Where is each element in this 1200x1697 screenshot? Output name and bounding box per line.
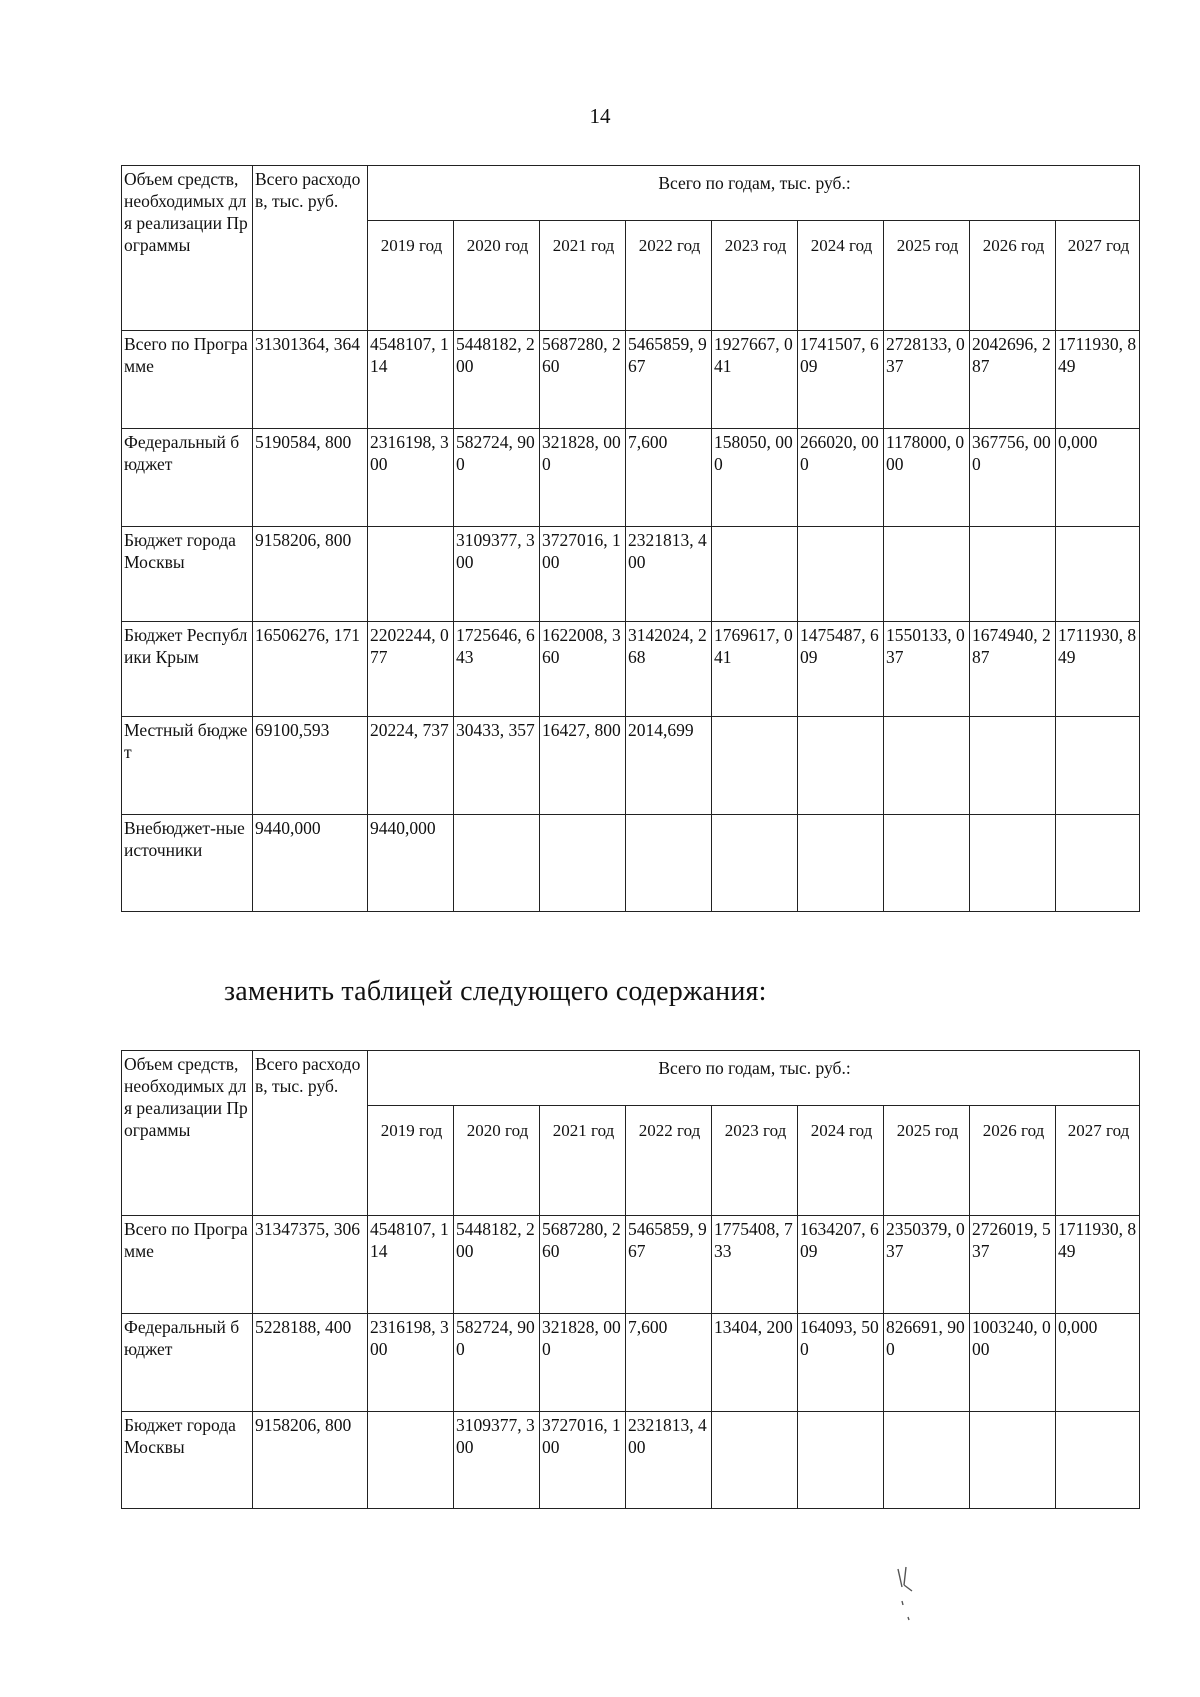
year-value-cell: 2202244, 077 [368, 622, 454, 717]
header-total-expenses: Всего расходов, тыс. руб. [253, 166, 368, 331]
row-label: Бюджет города Москвы [122, 1412, 253, 1509]
year-value-cell: 5465859, 967 [626, 1216, 712, 1314]
year-value-cell [454, 815, 540, 912]
row-label: Местный бюджет [122, 717, 253, 815]
row-total: 5228188, 400 [253, 1314, 368, 1412]
header-row [122, 1051, 1140, 1106]
year-value-cell: 2726019, 537 [970, 1216, 1056, 1314]
year-value-cell: 158050, 000 [712, 429, 798, 527]
year-value-cell [798, 1412, 884, 1509]
year-value-cell [712, 717, 798, 815]
year-header: 2023 год [712, 1106, 798, 1216]
table-row [122, 1412, 1140, 1509]
year-header: 2027 год [1056, 1106, 1140, 1216]
year-value-cell [884, 815, 970, 912]
year-header: 2021 год [540, 1106, 626, 1216]
row-total: 31347375, 306 [253, 1216, 368, 1314]
table-row [122, 622, 1140, 717]
year-value-cell: 4548107, 114 [368, 1216, 454, 1314]
year-value-cell: 2316198, 300 [368, 1314, 454, 1412]
replacement-instruction: заменить таблицей следующего содержания: [224, 976, 767, 1007]
year-value-cell [884, 1412, 970, 1509]
year-value-cell [712, 1412, 798, 1509]
table-row [122, 527, 1140, 622]
year-header: 2026 год [970, 221, 1056, 331]
header-by-years: Всего по годам, тыс. руб.: [368, 166, 1140, 221]
year-value-cell: 826691, 900 [884, 1314, 970, 1412]
year-value-cell: 1741507, 609 [798, 331, 884, 429]
row-total: 9158206, 800 [253, 1412, 368, 1509]
year-value-cell: 164093, 500 [798, 1314, 884, 1412]
row-label: Бюджет города Москвы [122, 527, 253, 622]
year-value-cell: 1003240, 000 [970, 1314, 1056, 1412]
row-total: 69100,593 [253, 717, 368, 815]
year-value-cell: 1711930, 849 [1056, 331, 1140, 429]
header-by-years: Всего по годам, тыс. руб.: [368, 1051, 1140, 1106]
page-number: 14 [589, 104, 611, 128]
year-value-cell: 5448182, 200 [454, 331, 540, 429]
year-value-cell: 2014,699 [626, 717, 712, 815]
year-value-cell: 1634207, 609 [798, 1216, 884, 1314]
year-value-cell [884, 527, 970, 622]
year-value-cell: 2321813, 400 [626, 1412, 712, 1509]
year-value-cell: 3142024, 268 [626, 622, 712, 717]
year-value-cell: 1475487, 609 [798, 622, 884, 717]
year-value-cell [368, 1412, 454, 1509]
header-row [122, 166, 1140, 221]
year-value-cell: 1622008, 360 [540, 622, 626, 717]
row-label: Бюджет Республики Крым [122, 622, 253, 717]
table-row [122, 429, 1140, 527]
year-value-cell: 3727016, 100 [540, 527, 626, 622]
header-funding-volume: Объем средств, необходимых для реализации Программы [122, 166, 253, 331]
year-value-cell: 1550133, 037 [884, 622, 970, 717]
year-value-cell: 582724, 900 [454, 429, 540, 527]
year-header: 2027 год [1056, 221, 1140, 331]
year-header: 2024 год [798, 221, 884, 331]
year-value-cell: 16427, 800 [540, 717, 626, 815]
year-value-cell [970, 717, 1056, 815]
year-value-cell: 3727016, 100 [540, 1412, 626, 1509]
year-value-cell: 367756, 000 [970, 429, 1056, 527]
year-value-cell: 0,000 [1056, 1314, 1140, 1412]
year-header: 2025 год [884, 1106, 970, 1216]
header-total-expenses: Всего расходов, тыс. руб. [253, 1051, 368, 1216]
year-value-cell [1056, 527, 1140, 622]
year-header: 2022 год [626, 221, 712, 331]
year-value-cell [798, 815, 884, 912]
year-header: 2021 год [540, 221, 626, 331]
year-value-cell: 2042696, 287 [970, 331, 1056, 429]
year-value-cell: 5448182, 200 [454, 1216, 540, 1314]
year-value-cell: 1769617, 041 [712, 622, 798, 717]
year-header: 2022 год [626, 1106, 712, 1216]
header-funding-volume: Объем средств, необходимых для реализации Программы [122, 1051, 253, 1216]
year-value-cell: 5687280, 260 [540, 1216, 626, 1314]
year-value-cell: 582724, 900 [454, 1314, 540, 1412]
row-total: 31301364, 364 [253, 331, 368, 429]
year-value-cell: 3109377, 300 [454, 1412, 540, 1509]
row-label: Всего по Программе [122, 331, 253, 429]
year-header: 2026 год [970, 1106, 1056, 1216]
year-header: 2023 год [712, 221, 798, 331]
table-row [122, 331, 1140, 429]
year-value-cell: 1927667, 041 [712, 331, 798, 429]
year-value-cell: 266020, 000 [798, 429, 884, 527]
year-value-cell: 321828, 000 [540, 429, 626, 527]
year-value-cell [626, 815, 712, 912]
year-header: 2025 год [884, 221, 970, 331]
year-value-cell: 3109377, 300 [454, 527, 540, 622]
year-value-cell: 30433, 357 [454, 717, 540, 815]
year-value-cell: 20224, 737 [368, 717, 454, 815]
year-value-cell [884, 717, 970, 815]
year-value-cell [712, 815, 798, 912]
row-label: Внебюджет-ные источники [122, 815, 253, 912]
year-value-cell: 2350379, 037 [884, 1216, 970, 1314]
year-value-cell: 1178000, 000 [884, 429, 970, 527]
table-row [122, 1314, 1140, 1412]
year-value-cell [712, 527, 798, 622]
year-header: 2020 год [454, 1106, 540, 1216]
table-row [122, 717, 1140, 815]
row-label: Всего по Программе [122, 1216, 253, 1314]
row-label: Федеральный бюджет [122, 1314, 253, 1412]
year-value-cell [368, 527, 454, 622]
row-label: Федеральный бюджет [122, 429, 253, 527]
year-value-cell [1056, 815, 1140, 912]
year-value-cell: 321828, 000 [540, 1314, 626, 1412]
row-total: 16506276, 171 [253, 622, 368, 717]
year-value-cell: 1674940, 287 [970, 622, 1056, 717]
table-row [122, 1216, 1140, 1314]
year-value-cell [1056, 1412, 1140, 1509]
year-value-cell: 4548107, 114 [368, 331, 454, 429]
year-value-cell: 2321813, 400 [626, 527, 712, 622]
year-header: 2019 год [368, 1106, 454, 1216]
year-value-cell [540, 815, 626, 912]
row-total: 9158206, 800 [253, 527, 368, 622]
year-value-cell: 5465859, 967 [626, 331, 712, 429]
year-value-cell: 1711930, 849 [1056, 622, 1140, 717]
year-value-cell [970, 1412, 1056, 1509]
year-value-cell: 1711930, 849 [1056, 1216, 1140, 1314]
row-total: 9440,000 [253, 815, 368, 912]
year-value-cell [798, 717, 884, 815]
year-value-cell: 13404, 200 [712, 1314, 798, 1412]
handwritten-mark [892, 1565, 932, 1625]
year-value-cell: 0,000 [1056, 429, 1140, 527]
year-value-cell: 1725646, 643 [454, 622, 540, 717]
year-value-cell: 9440,000 [368, 815, 454, 912]
row-total: 5190584, 800 [253, 429, 368, 527]
year-value-cell [798, 527, 884, 622]
funding-table-original [121, 165, 1140, 912]
year-value-cell: 7,600 [626, 429, 712, 527]
year-value-cell: 5687280, 260 [540, 331, 626, 429]
funding-table-replacement [121, 1050, 1140, 1509]
year-value-cell: 2316198, 300 [368, 429, 454, 527]
year-value-cell [1056, 717, 1140, 815]
year-value-cell: 1775408, 733 [712, 1216, 798, 1314]
year-value-cell: 7,600 [626, 1314, 712, 1412]
year-header: 2020 год [454, 221, 540, 331]
year-header: 2019 год [368, 221, 454, 331]
year-value-cell: 2728133, 037 [884, 331, 970, 429]
year-value-cell [970, 815, 1056, 912]
table-row [122, 815, 1140, 912]
year-value-cell [970, 527, 1056, 622]
year-header: 2024 год [798, 1106, 884, 1216]
